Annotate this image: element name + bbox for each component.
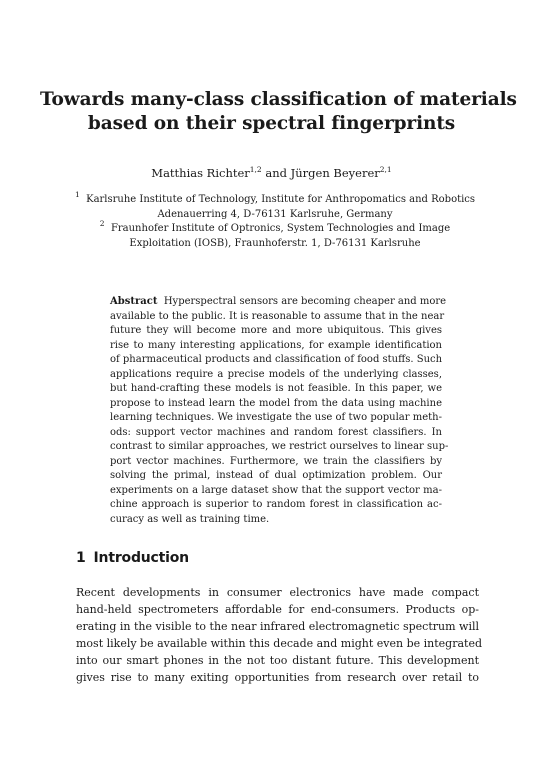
body-text — [76, 584, 483, 686]
abstract-line: future they will become more and more ubiquitous. This gives — [110, 325, 442, 336]
author-conjunction: and — [265, 166, 287, 180]
title-line: based on their spectral fingerprints — [87, 113, 456, 134]
abstract-line: available to the public. It is reasonable to assume that in the near — [110, 310, 445, 322]
abstract-line: but hand-crafting these models is not feasible. In this paper, we — [110, 383, 442, 394]
abstract-line: chine approach is superior to random forest in classification ac- — [110, 499, 442, 510]
affiliations — [62, 190, 488, 251]
affiliation-text: Karlsruhe Institute of Technology, Institute for Anthropomatics and Robotics — [86, 194, 476, 205]
abstract-line — [110, 295, 447, 310]
body-line: hand-held spectrometers affordable for end-consumers. Products op- — [76, 603, 479, 616]
author-affiliation-mark: 1,2 — [249, 165, 262, 174]
body-line: gives rise to many exiting opportunities from research over retail to — [76, 671, 479, 684]
body-line: Recent developments in consumer electronics have made compact — [76, 586, 479, 599]
affiliation-mark: 2 — [99, 219, 105, 228]
body-line: erating in the visible to the near infrared electromagnetic spectrum will — [76, 620, 479, 633]
paper-title — [40, 88, 517, 136]
author-list — [0, 166, 543, 181]
abstract-line: port vector machines. Furthermore, we train the classifiers by — [110, 455, 442, 467]
author-name: Matthias Richter — [151, 166, 250, 180]
affiliation-line: Exploitation (IOSB), Fraunhoferstr. 1, D-76131 Karlsruhe — [129, 237, 421, 249]
abstract-line: applications require a precise models of the underlying classes, — [110, 368, 442, 380]
author-name: Jürgen Beyerer — [290, 166, 380, 180]
abstract-heading: Abstract — [110, 296, 158, 307]
affiliation-mark: 1 — [74, 190, 80, 199]
affiliation-line — [62, 219, 488, 237]
abstract-line: ods: support vector machines and random forest classifiers. In — [110, 426, 442, 438]
section-number: 1 — [76, 550, 86, 566]
body-line: most likely be available within this decade and might even be integrated — [76, 637, 483, 650]
section-heading — [76, 550, 189, 566]
abstract-line: contrast to similar approaches, we restrict ourselves to linear sup- — [110, 441, 449, 452]
affiliation-line — [62, 190, 488, 208]
abstract-line: of pharmaceutical products and classification of food stuffs. Such — [110, 354, 443, 365]
section-title: Introduction — [93, 550, 189, 566]
abstract-line: experiments on a large dataset show that the support vector ma- — [110, 484, 442, 496]
body-line: into our smart phones in the not too distant future. This development — [76, 654, 479, 667]
abstract-line: propose to instead learn the model from the data using machine — [110, 397, 442, 409]
abstract-line: solving the primal, instead of dual optimization problem. Our — [110, 470, 442, 481]
abstract — [110, 295, 449, 527]
abstract-text: Hyperspectral sensors are becoming cheaper and more — [163, 296, 447, 307]
abstract-line: learning techniques. We investigate the use of two popular meth- — [110, 412, 442, 423]
affiliation-line: Adenauerring 4, D-76131 Karlsruhe, Germany — [157, 208, 393, 220]
affiliation-text: Fraunhofer Institute of Optronics, System Technologies and Image — [110, 223, 451, 234]
title-line: Towards many-class classification of materials — [40, 89, 517, 110]
abstract-line: curacy as well as training time. — [110, 513, 270, 525]
abstract-line: rise to many interesting applications, for example identification — [110, 339, 442, 351]
author-affiliation-mark: 2,1 — [379, 165, 392, 174]
